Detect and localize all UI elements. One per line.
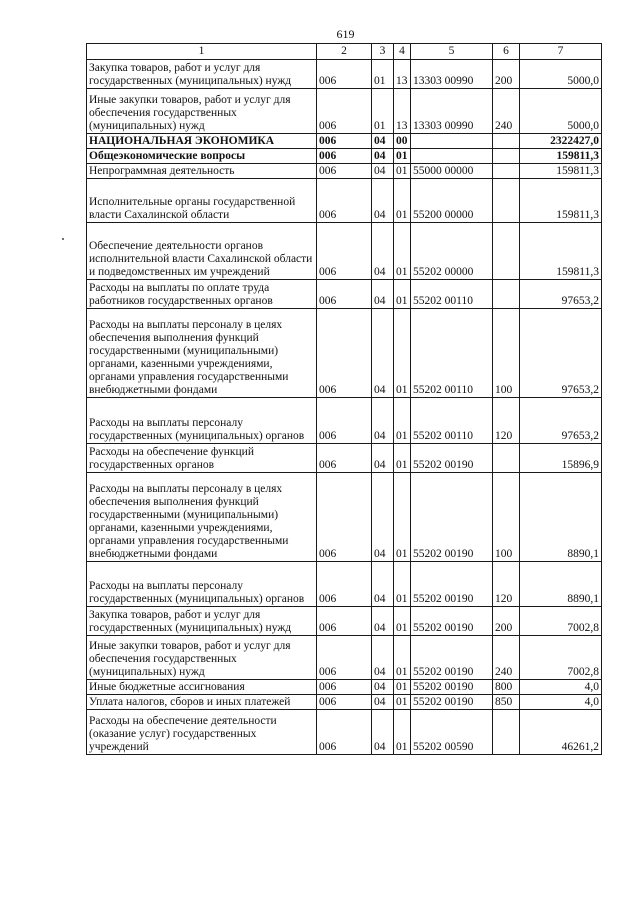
row-name-cell: Расходы на выплаты персоналу государственных (муниципальных) органов: [87, 398, 317, 444]
row-amount-cell: 159811,3: [520, 149, 602, 164]
row-name-cell: Расходы на выплаты персоналу в целях обеспечения выполнения функций государственными (муниципальными) органами, казенными учреждениями, органами управления государственными внебюджетными фондами: [87, 473, 317, 562]
row-name-cell: Уплата налогов, сборов и иных платежей: [87, 695, 317, 710]
row-type-cell: [493, 280, 520, 309]
row-code-cell: 006: [317, 444, 372, 473]
row-type-cell: 120: [493, 398, 520, 444]
row-target-cell: 55202 00110: [411, 309, 493, 398]
table-row: [87, 562, 602, 607]
row-target-cell: 55202 00590: [411, 710, 493, 755]
row-section-cell: 04: [372, 280, 394, 309]
row-section-cell: 01: [372, 89, 394, 134]
row-section-cell: 04: [372, 607, 394, 636]
row-subsection-cell: 01: [394, 636, 411, 680]
row-section-cell: 04: [372, 223, 394, 280]
row-type-cell: 800: [493, 680, 520, 695]
table-row: [87, 680, 602, 695]
row-section-cell: 04: [372, 398, 394, 444]
row-section-cell: 04: [372, 473, 394, 562]
header-cell-3: 3: [372, 44, 394, 60]
row-amount-cell: 97653,2: [520, 280, 602, 309]
row-code-cell: 006: [317, 164, 372, 179]
header-cell-2: 2: [317, 44, 372, 60]
row-code-cell: 006: [317, 473, 372, 562]
row-target-cell: 55202 00190: [411, 473, 493, 562]
row-target-cell: 55202 00190: [411, 636, 493, 680]
row-type-cell: 100: [493, 309, 520, 398]
row-code-cell: 006: [317, 134, 372, 149]
row-subsection-cell: 01: [394, 149, 411, 164]
table-body: [87, 44, 602, 755]
row-section-cell: 04: [372, 149, 394, 164]
row-target-cell: 55202 00190: [411, 607, 493, 636]
row-amount-cell: 159811,3: [520, 164, 602, 179]
header-cell-7: 7: [520, 44, 602, 60]
table-row: [87, 179, 602, 223]
row-amount-cell: 8890,1: [520, 473, 602, 562]
row-code-cell: 006: [317, 636, 372, 680]
row-type-cell: [493, 134, 520, 149]
budget-table: [86, 43, 602, 755]
header-cell-4: 4: [394, 44, 411, 60]
row-section-cell: 04: [372, 710, 394, 755]
row-type-cell: 200: [493, 60, 520, 89]
row-name-cell: Иные закупки товаров, работ и услуг для обеспечения государственных (муниципальных) нужд: [87, 636, 317, 680]
table-row: [87, 223, 602, 280]
row-code-cell: 006: [317, 149, 372, 164]
table-row: [87, 164, 602, 179]
page-number: 619: [336, 27, 355, 41]
row-subsection-cell: 01: [394, 710, 411, 755]
table-row: [87, 309, 602, 398]
row-section-cell: 04: [372, 680, 394, 695]
row-name-cell: Расходы на выплаты персоналу государственных (муниципальных) органов: [87, 562, 317, 607]
row-subsection-cell: 01: [394, 223, 411, 280]
row-name-cell: Исполнительные органы государственной власти Сахалинской области: [87, 179, 317, 223]
row-subsection-cell: 13: [394, 60, 411, 89]
row-subsection-cell: 01: [394, 607, 411, 636]
row-type-cell: [493, 179, 520, 223]
row-amount-cell: 5000,0: [520, 60, 602, 89]
table-row: [87, 473, 602, 562]
row-name-cell: Расходы на выплаты по оплате труда работников государственных органов: [87, 280, 317, 309]
row-section-cell: 04: [372, 562, 394, 607]
row-target-cell: 55202 00110: [411, 280, 493, 309]
header-cell-1: 1: [87, 44, 317, 60]
row-code-cell: 006: [317, 695, 372, 710]
header-row: [87, 44, 602, 60]
row-name-cell: Иные закупки товаров, работ и услуг для обеспечения государственных (муниципальных) нужд: [87, 89, 317, 134]
row-amount-cell: 97653,2: [520, 398, 602, 444]
row-type-cell: [493, 164, 520, 179]
row-amount-cell: 159811,3: [520, 223, 602, 280]
row-target-cell: 55000 00000: [411, 164, 493, 179]
row-code-cell: 006: [317, 280, 372, 309]
row-code-cell: 006: [317, 223, 372, 280]
table-row: [87, 398, 602, 444]
row-target-cell: 13303 00990: [411, 89, 493, 134]
table-row: [87, 280, 602, 309]
row-name-cell: Обеспечение деятельности органов исполнительной власти Сахалинской области и подведомственных им учреждений: [87, 223, 317, 280]
table-row: [87, 89, 602, 134]
row-code-cell: 006: [317, 710, 372, 755]
row-type-cell: [493, 223, 520, 280]
row-type-cell: 100: [493, 473, 520, 562]
row-section-cell: 04: [372, 695, 394, 710]
row-type-cell: [493, 149, 520, 164]
row-name-cell: Расходы на обеспечение функций государственных органов: [87, 444, 317, 473]
row-section-cell: 04: [372, 179, 394, 223]
row-subsection-cell: 01: [394, 680, 411, 695]
row-target-cell: 55202 00190: [411, 444, 493, 473]
row-target-cell: [411, 149, 493, 164]
row-amount-cell: 4,0: [520, 695, 602, 710]
row-code-cell: 006: [317, 398, 372, 444]
row-subsection-cell: 01: [394, 398, 411, 444]
row-subsection-cell: 01: [394, 309, 411, 398]
row-amount-cell: 5000,0: [520, 89, 602, 134]
table-row: [87, 636, 602, 680]
row-amount-cell: 7002,8: [520, 636, 602, 680]
row-name-cell: Закупка товаров, работ и услуг для государственных (муниципальных) нужд: [87, 60, 317, 89]
row-code-cell: 006: [317, 309, 372, 398]
row-section-cell: 04: [372, 309, 394, 398]
row-code-cell: 006: [317, 562, 372, 607]
row-target-cell: 55202 00190: [411, 680, 493, 695]
row-type-cell: 240: [493, 89, 520, 134]
row-amount-cell: 7002,8: [520, 607, 602, 636]
row-name-cell: Общеэкономические вопросы: [87, 149, 317, 164]
row-subsection-cell: 01: [394, 695, 411, 710]
row-target-cell: 55202 00110: [411, 398, 493, 444]
header-cell-6: 6: [493, 44, 520, 60]
row-type-cell: [493, 444, 520, 473]
row-code-cell: 006: [317, 680, 372, 695]
row-target-cell: 55200 00000: [411, 179, 493, 223]
scan-speck: [62, 238, 64, 240]
row-name-cell: Расходы на выплаты персоналу в целях обеспечения выполнения функций государственными (муниципальными) органами, казенными учреждениями, органами управления государственными внебюджетными фондами: [87, 309, 317, 398]
row-subsection-cell: 00: [394, 134, 411, 149]
row-target-cell: 55202 00190: [411, 562, 493, 607]
row-subsection-cell: 01: [394, 179, 411, 223]
row-amount-cell: 2322427,0: [520, 134, 602, 149]
row-amount-cell: 159811,3: [520, 179, 602, 223]
row-section-cell: 04: [372, 636, 394, 680]
row-subsection-cell: 01: [394, 473, 411, 562]
row-type-cell: 850: [493, 695, 520, 710]
row-type-cell: 120: [493, 562, 520, 607]
row-subsection-cell: 01: [394, 562, 411, 607]
table-row: [87, 444, 602, 473]
table-row: [87, 60, 602, 89]
row-subsection-cell: 01: [394, 444, 411, 473]
row-code-cell: 006: [317, 89, 372, 134]
row-amount-cell: 46261,2: [520, 710, 602, 755]
row-type-cell: 240: [493, 636, 520, 680]
table-row: [87, 134, 602, 149]
row-amount-cell: 15896,9: [520, 444, 602, 473]
row-section-cell: 01: [372, 60, 394, 89]
row-amount-cell: 4,0: [520, 680, 602, 695]
table-row: [87, 710, 602, 755]
table-row: [87, 695, 602, 710]
row-amount-cell: 8890,1: [520, 562, 602, 607]
row-code-cell: 006: [317, 179, 372, 223]
row-subsection-cell: 01: [394, 280, 411, 309]
row-section-cell: 04: [372, 134, 394, 149]
row-target-cell: 55202 00000: [411, 223, 493, 280]
row-amount-cell: 97653,2: [520, 309, 602, 398]
header-cell-5: 5: [411, 44, 493, 60]
row-target-cell: 55202 00190: [411, 695, 493, 710]
row-name-cell: Непрограммная деятельность: [87, 164, 317, 179]
row-subsection-cell: 13: [394, 89, 411, 134]
row-section-cell: 04: [372, 444, 394, 473]
table-row: [87, 149, 602, 164]
row-name-cell: Закупка товаров, работ и услуг для государственных (муниципальных) нужд: [87, 607, 317, 636]
row-target-cell: [411, 134, 493, 149]
row-code-cell: 006: [317, 607, 372, 636]
row-target-cell: 13303 00990: [411, 60, 493, 89]
row-name-cell: НАЦИОНАЛЬНАЯ ЭКОНОМИКА: [87, 134, 317, 149]
row-subsection-cell: 01: [394, 164, 411, 179]
row-type-cell: [493, 710, 520, 755]
row-name-cell: Иные бюджетные ассигнования: [87, 680, 317, 695]
table-row: [87, 607, 602, 636]
row-section-cell: 04: [372, 164, 394, 179]
row-code-cell: 006: [317, 60, 372, 89]
row-name-cell: Расходы на обеспечение деятельности (оказание услуг) государственных учреждений: [87, 710, 317, 755]
row-type-cell: 200: [493, 607, 520, 636]
